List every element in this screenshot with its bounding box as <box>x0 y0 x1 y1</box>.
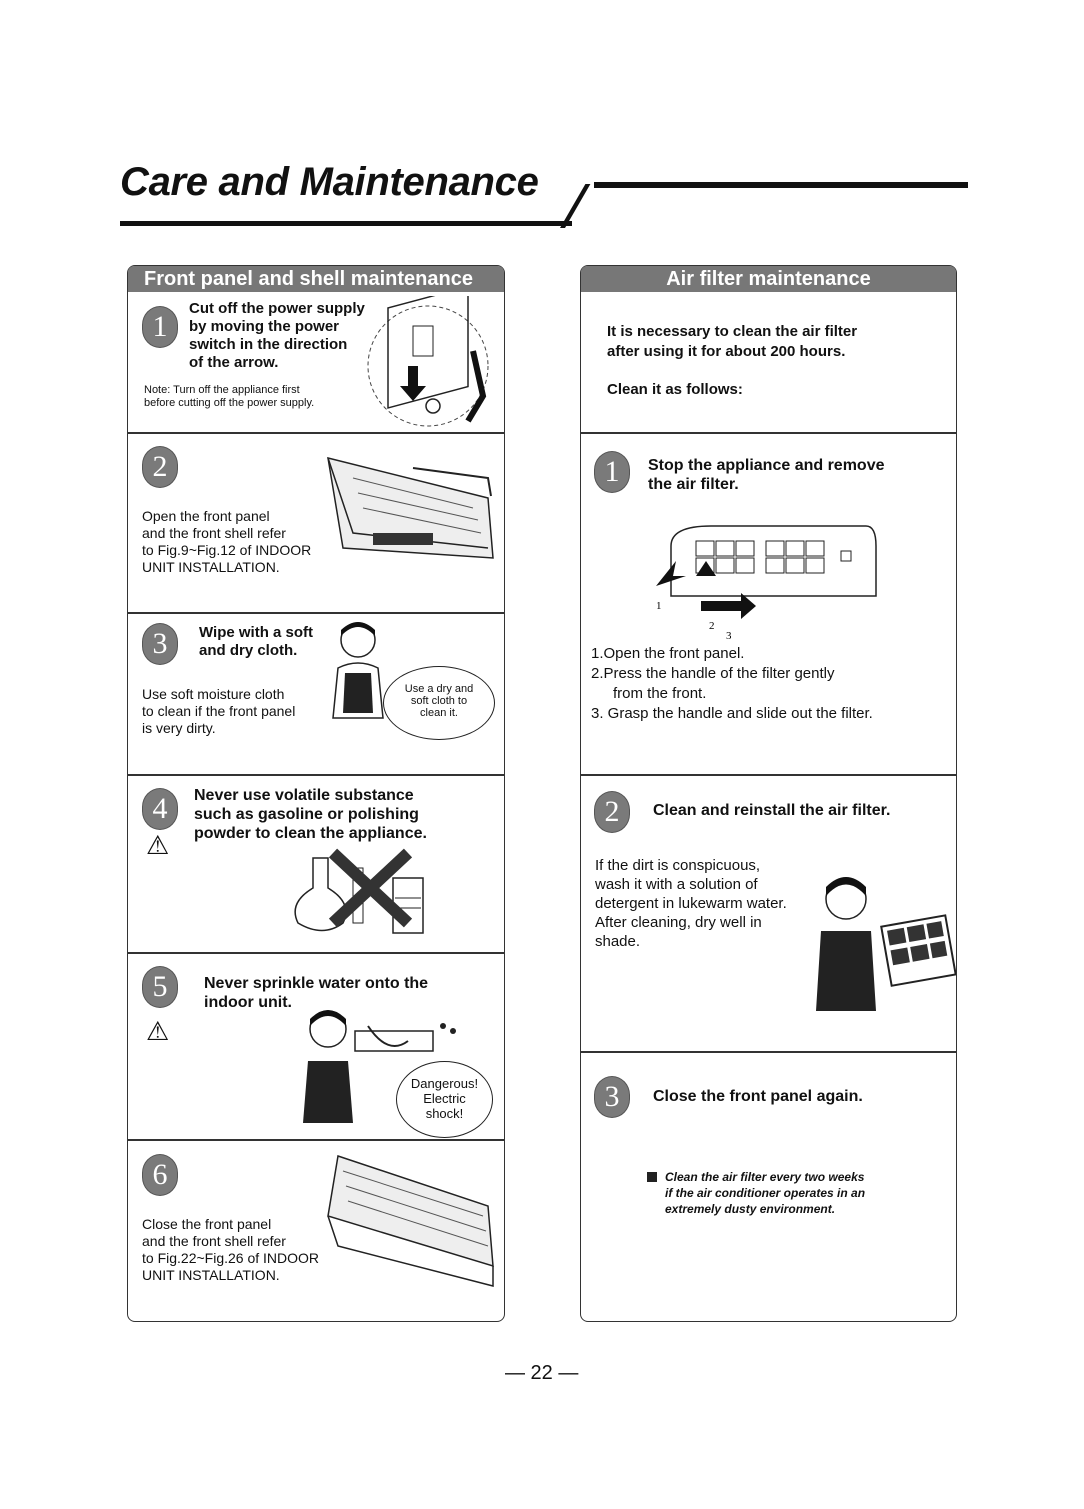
step-2-heading: Clean and reinstall the air filter. <box>653 802 891 819</box>
remove-filter-illustration <box>651 521 886 641</box>
note-bullet-icon <box>647 1172 657 1182</box>
page-title: Care and Maintenance <box>120 160 539 204</box>
step-6-text: Close the front panel and the front shell refer to Fig.22~Fig.26 of INDOOR UNIT INSTALLATION. <box>142 1216 320 1283</box>
step-2-text: If the dirt is conspicuous, wash it with a solution of detergent in lukewarm water. After cleaning, dry well in shade. <box>595 857 787 950</box>
title-slant-line <box>560 184 590 228</box>
air-filter-maintenance-section <box>580 265 957 1322</box>
front-panel-maintenance-section <box>127 265 505 1322</box>
step-3-heading: Close the front panel again. <box>653 1088 863 1105</box>
step-number-4: 4 <box>142 788 178 830</box>
divider <box>581 774 956 776</box>
fig-label: 2 <box>709 620 715 632</box>
speech-bubble: Use a dry and soft cloth to clean it. <box>383 666 495 740</box>
divider <box>128 432 504 434</box>
divider <box>128 612 504 614</box>
no-solvent-illustration <box>283 848 433 938</box>
step-number-3: 3 <box>594 1076 630 1118</box>
step-5-text: Never sprinkle water onto the indoor unit. <box>204 975 429 1011</box>
step-2-text: Open the front panel and the front shell refer to Fig.9~Fig.12 of INDOOR UNIT INSTALLATION. <box>142 508 312 575</box>
danger-bubble: Dangerous! Electric shock! <box>396 1061 493 1138</box>
filter-cleaning-note: Clean the air filter every two weeks if the air conditioner operates in an extremely dusty environment. <box>647 1169 865 1217</box>
title-underline <box>120 221 572 226</box>
step-number-1: 1 <box>142 306 178 348</box>
step-number-1: 1 <box>594 451 630 493</box>
fig-label: 1 <box>656 600 662 612</box>
woman-wiping-illustration <box>323 618 393 738</box>
step-number-2: 2 <box>142 446 178 488</box>
section-header: Front panel and shell maintenance <box>128 266 504 292</box>
washing-filter-illustration <box>801 871 956 1016</box>
step-1-heading: Stop the appliance and remove the air filter. <box>648 457 885 493</box>
step-1-text: Cut off the power supply by moving the power switch in the direction of the arrow. <box>189 300 365 371</box>
step-number-6: 6 <box>142 1154 178 1196</box>
divider <box>581 1051 956 1053</box>
open-front-panel-illustration <box>313 438 503 588</box>
section-header: Air filter maintenance <box>581 266 956 292</box>
divider <box>581 432 956 434</box>
fig-label: 3 <box>726 630 732 641</box>
power-switch-illustration <box>358 296 498 431</box>
step-3-heading: Wipe with a soft and dry cloth. <box>199 624 314 659</box>
divider <box>128 1139 504 1141</box>
page-number: — 22 — <box>505 1362 579 1384</box>
intro-text: It is necessary to clean the air filter after using it for about 200 hours. Clean it as follows: <box>607 323 858 398</box>
step-4-text: Never use volatile substance such as gasoline or polishing powder to clean the appliance. <box>194 787 427 842</box>
step-3-text: Use soft moisture cloth to clean if the front panel is very dirty. <box>142 686 296 736</box>
step-1-note: Note: Turn off the appliance first before cutting off the power supply. <box>144 384 315 409</box>
divider <box>128 774 504 776</box>
warning-icon: ⚠ <box>146 1016 170 1046</box>
divider <box>128 952 504 954</box>
step-1-instructions: 1.Open the front panel. 2.Press the handle of the filter gently from the front. 3. Grasp the handle and slide out the filter. <box>591 645 873 722</box>
close-front-panel-illustration <box>308 1146 503 1296</box>
warning-icon: ⚠ <box>146 830 170 860</box>
title-rule <box>594 182 968 188</box>
step-number-2: 2 <box>594 791 630 833</box>
step-number-3: 3 <box>142 623 178 665</box>
step-number-5: 5 <box>142 966 178 1008</box>
